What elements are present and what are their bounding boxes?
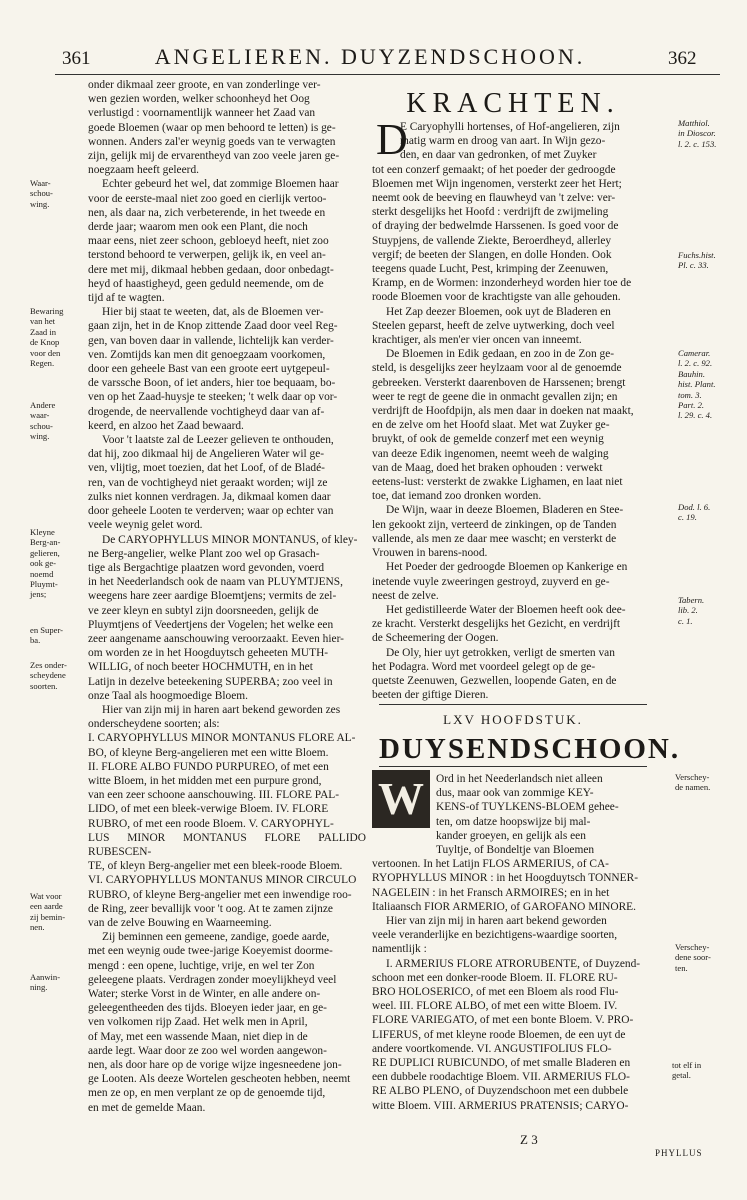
margin-note-line: l. 2. c. 92. bbox=[678, 358, 713, 369]
margin-note bbox=[30, 972, 60, 993]
margin-note-line: getal. bbox=[672, 1070, 691, 1081]
text-line: ren, van de vochtigheyd niet geraakt worden; wijl ze bbox=[88, 476, 328, 489]
margin-note-line: c. 19. bbox=[678, 512, 697, 523]
text-line: onder dikmaal zeer groote, en van zonderlinge ver- bbox=[88, 79, 321, 91]
text-line: I. ARMERIUS FLORE ATRORUBENTE, of Duyzend- bbox=[386, 957, 641, 970]
text-line: Kramp, en de Wormen: inzonderheyd worden hier toe de bbox=[372, 277, 632, 290]
text-line: onze Taal als hoogmoedige Bloem. bbox=[88, 689, 249, 702]
text-line: tijd af te wagten. bbox=[88, 292, 165, 305]
margin-note-line: Bewaring bbox=[30, 306, 64, 316]
text-line: schoon met een donker-roode Bloem. II. FLORE RU- bbox=[372, 971, 618, 984]
text-line: door een geheele Bast van een groote eert uytgepeul- bbox=[88, 363, 330, 376]
margin-note-line: lib. 2. bbox=[678, 605, 698, 616]
text-line: sterkt desgelijks het Hoofd : verdrijft de zwijmeling bbox=[372, 206, 609, 219]
margin-note-line: Camerar. bbox=[678, 348, 711, 358]
text-line: Het Zap deezer Bloemen, ook uyt de Bladeren en bbox=[386, 305, 611, 318]
text-line: Hier van zijn mij in haren aart bekend geworden bbox=[386, 915, 607, 928]
header-rule bbox=[55, 74, 720, 75]
text-line: Ord in het Neederlandsch niet alleen bbox=[436, 773, 603, 785]
text-line: Het gedistilleerde Water der Bloemen heeft ook dee- bbox=[386, 603, 626, 616]
margin-note-line: gelieren, bbox=[30, 547, 60, 558]
text-line: of May, met een wassende Maan, niet diep in de bbox=[88, 1030, 308, 1043]
margin-note bbox=[678, 595, 704, 626]
margin-note-line: ten. bbox=[675, 962, 688, 973]
text-line: RYOPHYLLUS MINOR : in het Hoogduytsch TONNER- bbox=[372, 872, 638, 885]
text-line: RUBRO, of kleyne Berg-angelier met een inwendige roo- bbox=[88, 888, 352, 901]
text-line: neemt ook de beeving en flauwheyd van 't zelve: ver- bbox=[372, 192, 616, 205]
text-line: onderscheydene soorten; als: bbox=[88, 718, 220, 731]
text-line: van deeze Edik ingenomen, neemt weeh de walging bbox=[372, 447, 609, 460]
margin-note-line: l. 2. c. 153. bbox=[678, 138, 717, 149]
text-line: met een weynig oude twee-jarige Koeyemist doorme- bbox=[88, 945, 333, 958]
text-line: voor de eerste-maal niet zoo goed en cierlijk vertoo- bbox=[88, 192, 327, 205]
margin-note-line: Pluymt- bbox=[30, 579, 58, 590]
margin-note bbox=[678, 348, 715, 421]
margin-note-line: wing. bbox=[30, 431, 50, 442]
text-line: weer te regt de geene die in onmacht gevallen zijn; en bbox=[372, 390, 618, 403]
margin-note-line: Wat voor bbox=[30, 891, 62, 901]
margin-note-line: Part. 2. bbox=[678, 400, 705, 411]
text-line: de varssche Boon, of iet anders, hier toe bequaam, bo- bbox=[88, 377, 336, 390]
text-line: het Podagra. Word met voordeel gelegt op de ge- bbox=[372, 660, 596, 673]
text-line: heyd of haastigheyd, geen geduld neemende, om de bbox=[88, 277, 324, 290]
text-line: NAGELEIN : in het Fransch ARMOIRES; en in het bbox=[372, 886, 610, 899]
text-line: teegens quade Lucht, Pest, krimping der Zeenuwen, bbox=[372, 263, 609, 276]
text-line: tige als Bergachtige plaatzen word gevonden, voerd bbox=[88, 561, 325, 574]
drop-cap-d: D bbox=[376, 115, 408, 164]
text-line: gebreeken. Versterkt daarenboven de Harssenen; brengt bbox=[372, 376, 626, 389]
text-line: door geheele Looten te verderven; waar op echter van bbox=[88, 505, 334, 518]
margin-note-line: noemd bbox=[30, 568, 54, 579]
margin-note-line: c. 1. bbox=[678, 615, 693, 626]
margin-note bbox=[678, 250, 716, 271]
text-line: Latijn in dezelve beteekening SUPERBA; zoo veel in bbox=[88, 675, 333, 688]
text-line: matig warm en droog van aart. In Wijn gezo- bbox=[400, 135, 606, 148]
margin-note-line: schou- bbox=[30, 188, 53, 199]
text-line: en de zelve om het Hoofd slaat. Met wat Zuyker ge- bbox=[372, 419, 610, 432]
text-line: Bloemen met Wijn ingenomen, versterkt zeer het Hert; bbox=[372, 177, 622, 190]
text-line: ge Looten. Als deeze Wortelen gescheoten hebben, neemt bbox=[88, 1073, 351, 1086]
text-line: inetende vuyle zweeringen gestroyd, zuyverd en ge- bbox=[372, 575, 610, 588]
text-line: dat hij, zoo dikmaal hij de Angelieren Water wil ge- bbox=[88, 448, 325, 461]
text-line: RE ALBO PLENO, of Duyzendschoon met een dubbele bbox=[372, 1085, 629, 1098]
margin-note-line: jens; bbox=[30, 589, 47, 600]
text-line: RUBRO, of met een roode Bloem. V. CARYOPHYL- bbox=[88, 817, 334, 830]
text-line: om worden ze in het Hoogduytsch geheeten MUTH- bbox=[88, 647, 329, 660]
text-line: zulks niet konnen verdragen. Ja, dikmaal komen daar bbox=[88, 490, 331, 503]
margin-note-line: Berg-an- bbox=[30, 537, 61, 548]
margin-note bbox=[672, 1060, 701, 1081]
text-line: De CARYOPHYLLUS MINOR MONTANUS, of kley- bbox=[102, 533, 358, 546]
text-line: men ze op, en men verplant ze op de genoemde tijd, bbox=[88, 1087, 326, 1100]
text-line: krachtiger, als men'er vier oncen van inneemt. bbox=[372, 334, 582, 347]
chapter-label: LXV HOOFDSTUK. bbox=[443, 712, 583, 727]
margin-note-line: Matthiol. bbox=[678, 118, 710, 128]
margin-note-line: in Dioscor. bbox=[678, 128, 716, 139]
text-line: weel. III. FLORE ALBO, of met een witte Bloem. IV. bbox=[372, 1000, 618, 1013]
text-line: zijn, gelijk mij de ervarentheyd van zoo veele jaren ge- bbox=[88, 150, 340, 163]
text-line: zeer aangename aanschouwing veroorzaakt. Eeven hier- bbox=[88, 632, 344, 645]
text-line: van de Maag, doed het braken ophouden : verwekt bbox=[372, 461, 603, 474]
margin-note bbox=[30, 625, 63, 646]
margin-note-line: waar- bbox=[30, 410, 50, 421]
margin-note-line: Pl. c. 33. bbox=[678, 260, 709, 271]
running-head: ANGELIEREN. DUYZENDSCHOON. bbox=[154, 44, 586, 69]
text-line: bruykt, of ook de gemelde conzerf met een weynig bbox=[372, 433, 604, 446]
margin-note-line: Regen. bbox=[30, 358, 55, 369]
text-line: ven op het Zaad-huysje te steeken; 't welk daar op vor- bbox=[88, 391, 338, 404]
text-line: verdrijft de Hoofdpijn, als men daar in doeken nat maakt, bbox=[372, 405, 634, 418]
text-line: LIFERUS, of met kleyne roode Bloemen, de een uyt de bbox=[372, 1028, 626, 1041]
text-line: dere met mij, dikmaal hebben gedaan, door onbedagt- bbox=[88, 263, 334, 276]
text-line: witte Bloem. VIII. ARMERIUS PRATENSIS; CARYO- bbox=[372, 1099, 629, 1112]
text-line: geleegentheeden des tijds. Bloeyen ieder jaar, en ge- bbox=[88, 1002, 327, 1015]
ornamental-initial-w: W bbox=[372, 770, 430, 828]
text-line: TE, of kleyn Berg-angelier met een bleek-roode Bloem. bbox=[88, 860, 343, 873]
text-line: Stuypjens, de vallende Ziekte, Beroerdheyd, allerley bbox=[372, 234, 612, 247]
text-line: Hier van zijn mij in haren aart bekend geworden zes bbox=[102, 703, 341, 716]
text-line: wen gezien worden, welker schoonheyd het Oog bbox=[88, 93, 310, 106]
margin-note bbox=[30, 178, 53, 209]
text-line: maar eens, niet zeer schoon, gebloeyd heeft, niet zoo bbox=[88, 235, 329, 248]
text-line: KENS-of TUYLKENS-BLOEM gehee- bbox=[436, 801, 619, 814]
margin-note bbox=[30, 527, 60, 600]
text-line: vertoonen. In het Latijn FLOS ARMERIUS, of CA- bbox=[372, 858, 609, 871]
margin-note-line: voor den bbox=[30, 347, 61, 358]
text-line: II. FLORE ALBO FUNDO PURPUREO, of met een bbox=[88, 760, 329, 773]
catchword: PHYLLUS bbox=[655, 1148, 703, 1158]
margin-note-line: Aanwin- bbox=[30, 972, 61, 982]
margin-note bbox=[30, 891, 65, 933]
text-line: BO, of kleyne Berg-angelieren met een witte Bloem. bbox=[88, 746, 329, 759]
text-line: in het Neederlandsch ook de naam van PLUYMTJENS, bbox=[88, 576, 343, 589]
text-line: Voor 't laatste zal de Leezer gelieven te onthouden, bbox=[102, 434, 334, 447]
text-line: de Scheemering der Oogen. bbox=[372, 632, 499, 645]
margin-note-line: l. 29. c. 4. bbox=[678, 410, 713, 421]
text-line: witte Bloem, in het midden met een purpure grond, bbox=[88, 774, 322, 787]
text-line: vallende, als men ze daar mee wascht; en versterkt de bbox=[372, 532, 617, 545]
margin-note-line: de namen. bbox=[675, 782, 711, 793]
margin-note-line: schou- bbox=[30, 420, 53, 431]
text-line: derde jaar; waarom men ook een Plant, die noch bbox=[88, 221, 308, 234]
text-line: kander groeyen, en gelijk als een bbox=[436, 829, 586, 842]
margin-note-line: van het bbox=[30, 316, 56, 327]
margin-note-line: Andere bbox=[30, 400, 56, 410]
text-line: en met de gemelde Maan. bbox=[88, 1101, 206, 1114]
text-line: ze kracht. Versterkt desgelijks het Gezicht, en verdrijft bbox=[372, 618, 621, 631]
margin-note-line: nen. bbox=[30, 922, 45, 933]
text-line: len gekookt zijn, verteerd de zinkingen, op de Tanden bbox=[372, 518, 617, 531]
text-line: De Bloemen in Edik gedaan, en zoo in de Zon ge- bbox=[386, 348, 615, 361]
text-line: Echter gebeurd het wel, dat zommige Bloemen haar bbox=[102, 178, 339, 191]
chapter-heading-rule bbox=[379, 766, 647, 767]
margin-note-line: de Knop bbox=[30, 337, 60, 348]
text-line: gaan zijn, het in de Knop zittende Zaad door veel Reg- bbox=[88, 320, 338, 333]
right-page-number: 362 bbox=[668, 48, 697, 69]
text-line: toe, dat iemand zoo dronken worden. bbox=[372, 490, 542, 503]
text-line: E Caryophylli hortenses, of Hof-angelieren, zijn bbox=[400, 121, 620, 133]
text-line: de Ring, zeer bevallijk voor 't oog. At te zamen zijnze bbox=[88, 902, 333, 915]
text-line: Italiaansch FIOR ARMERIO, of GAROFANO MINORE. bbox=[372, 900, 636, 913]
text-line: Pluymtjens of Veedertjens der Vogelen; het welke een bbox=[88, 618, 334, 631]
text-line: FLORE VARIEGATO, of met een bonte Bloem. V. PRO- bbox=[372, 1014, 634, 1027]
text-line: Zij beminnen een gemeene, zandige, goede aarde, bbox=[102, 931, 330, 944]
text-line: van de zelve Bouwing en Waarneeming. bbox=[88, 916, 272, 929]
text-line: namentlijk : bbox=[372, 943, 427, 956]
text-line: Steelen geparst, heeft de zelve uytwerking, doch veel bbox=[372, 319, 615, 332]
text-line: beeten der giftige Dieren. bbox=[372, 689, 489, 702]
text-line: keerd, en alzoo het Zaad bewaard. bbox=[88, 419, 244, 432]
margin-note-line: Dod. l. 6. bbox=[678, 502, 711, 512]
text-line: den, en daar van gedronken, of met Zuyker bbox=[400, 149, 597, 162]
text-line: dus, maar ook van zommige KEY- bbox=[436, 787, 594, 800]
text-line: ven, vlijtig, moet toezien, dat het Loof, of de Bladé- bbox=[88, 462, 325, 475]
margin-note-line: hist. Plant. bbox=[678, 379, 716, 390]
margin-note bbox=[30, 306, 63, 368]
text-line: drogende, de neervallende vochtigheyd daar van af- bbox=[88, 405, 325, 418]
text-line: goede Bloemen (waar op men behoord te letten) is ge- bbox=[88, 121, 336, 134]
text-line: van een zeer schoone aanschouwing. III. FLORE PAL- bbox=[88, 789, 340, 802]
text-line: vergif; de beeten der Slangen, en dolle Honden. Ook bbox=[372, 248, 612, 261]
margin-note-line: Verschey- bbox=[675, 942, 710, 952]
text-line: LIDO, of met een bleek-verwige Bloem. IV. FLORE bbox=[88, 803, 329, 816]
text-line: een dubbele roodachtige Bloem. VII. ARMERIUS FLO- bbox=[372, 1071, 630, 1084]
text-line: ten, om datze hoopswijze bij mal- bbox=[436, 815, 591, 828]
margin-note-line: ba. bbox=[30, 635, 41, 646]
margin-note-line: een aarde bbox=[30, 901, 63, 912]
text-line: Water; sterke Vorst in de Winter, en alle andere on- bbox=[88, 988, 321, 1000]
margin-note-line: Zaad in bbox=[30, 326, 57, 337]
text-line: nen, als door hare op de vorige wijze ingesneedene jon- bbox=[88, 1059, 342, 1072]
margin-note-line: ning. bbox=[30, 982, 48, 993]
margin-note-line: Bauhin. bbox=[678, 368, 705, 379]
text-line: gen, van boven daar in vallende, lichtelijk kan verder- bbox=[88, 334, 334, 347]
margin-note-line: Kleyne bbox=[30, 527, 55, 537]
text-line: De Wijn, waar in deeze Bloemen, Bladeren en Stee- bbox=[386, 504, 624, 517]
section-divider bbox=[379, 704, 647, 705]
signature-mark: Z 3 bbox=[520, 1132, 538, 1147]
text-line: neest de zelve. bbox=[372, 589, 439, 602]
text-line: ven volkomen rijp Zaad. Het welk men in April, bbox=[88, 1016, 308, 1029]
text-line: tot een conzerf gemaakt; of het poeder der gedroogde bbox=[372, 163, 616, 176]
chapter-heading: DUYSENDSCHOON. bbox=[379, 733, 681, 765]
margin-note bbox=[678, 118, 716, 149]
margin-note-line: soorten. bbox=[30, 680, 58, 691]
margin-note-line: Verschey- bbox=[675, 772, 710, 782]
margin-note-line: scheydene bbox=[30, 670, 66, 681]
text-line: RE DUPLICI RUBICUNDO, of met smalle Bladeren en bbox=[372, 1057, 631, 1070]
left-column-text bbox=[88, 78, 366, 1115]
text-line: mengd : een opene, luchtige, vrije, en wel ter Zon bbox=[88, 959, 315, 972]
text-line: I. CARYOPHYLLUS MINOR MONTANUS FLORE AL- bbox=[88, 732, 356, 745]
margin-note-line: zij bemin- bbox=[30, 911, 66, 922]
right-column-bottom-text bbox=[372, 772, 652, 1113]
text-line: of draying der bedwelmde Harssenen. Is goed voor de bbox=[372, 220, 619, 233]
text-line: LUS MINOR MONTANUS FLORE PALLIDO RUBESCEN- bbox=[88, 831, 366, 858]
margin-note bbox=[675, 772, 710, 793]
text-line: noegzaam heeft geleerd. bbox=[88, 164, 199, 177]
text-line: VI. CARYOPHYLLUS MONTANUS MINOR CIRCULO bbox=[88, 874, 357, 887]
margin-note bbox=[678, 502, 710, 523]
margin-note-line: wing. bbox=[30, 198, 50, 209]
margin-note-line: ook ge- bbox=[30, 558, 57, 569]
text-line: ven. Zomtijds kan men dit genoegzaam voorkomen, bbox=[88, 348, 326, 361]
margin-note-line: en Super- bbox=[30, 625, 63, 635]
text-line: veele veranderlijke en bezichtigens-waardige soorten, bbox=[372, 929, 618, 942]
margin-note-line: dene soor- bbox=[675, 952, 711, 963]
margin-note bbox=[30, 400, 55, 442]
margin-note-line: Waar- bbox=[30, 178, 51, 188]
section-heading-krachten: KRACHTEN. bbox=[406, 88, 620, 119]
margin-note-line: Fuchs.hist. bbox=[678, 250, 716, 260]
text-line: weegens hare zeer aardige Bloemtjens; vermits de zel- bbox=[88, 590, 337, 603]
text-line: verlustigd : voornamentlijk wanneer het Zaad van bbox=[88, 107, 316, 120]
text-line: geleegene plaats. Verdragen zonder moeylijkheyd veel bbox=[88, 973, 337, 986]
margin-note bbox=[30, 660, 67, 691]
text-line: ne Berg-angelier, welke Plant zoo wel op Grasach- bbox=[88, 547, 320, 560]
text-line: steld, is desgelijks zeer heylzaam voor al de genoemde bbox=[372, 362, 622, 375]
text-line: De Oly, hier uyt getrokken, verligt de smerten van bbox=[386, 646, 615, 659]
text-line: BRO HOLOSERICO, of met een Bloem als rood Flu- bbox=[372, 986, 619, 999]
text-line: veele weynig gelet word. bbox=[88, 519, 203, 532]
text-line: nen, als daar na, zich verbeterende, in het tweede en bbox=[88, 206, 326, 219]
right-column-top-text bbox=[372, 115, 652, 702]
margin-note-line: Tabern. bbox=[678, 595, 705, 605]
text-line: Het Poeder der gedroogde Bloemen op Kankerige en bbox=[386, 561, 628, 574]
text-line: aarde legt. Waar door ze zoo wel worden aangewon- bbox=[88, 1044, 327, 1057]
text-line: ve zeer kleyn en subtyl zijn doorsneeden, gelijk de bbox=[88, 604, 319, 617]
text-line: terstond behoord te verwerpen, gelijk ik, en veel an- bbox=[88, 249, 326, 262]
text-line: roode Bloemen voor de krachtigste van alle gehouden. bbox=[372, 291, 621, 304]
text-line: Hier bij staat te weeten, dat, als de Bloemen ver- bbox=[102, 306, 324, 319]
margin-note-line: Zes onder- bbox=[30, 660, 67, 670]
text-line: Vrouwen in barens-nood. bbox=[372, 547, 488, 560]
margin-note-line: tom. 3. bbox=[678, 389, 702, 400]
left-page-number: 361 bbox=[62, 48, 91, 69]
margin-note bbox=[675, 942, 711, 973]
text-line: wonnen. Anders zal'er weynig goeds van te verwagten bbox=[88, 135, 336, 148]
text-line: quetste Zeenuwen, Gezwellen, loopende Gaten, en de bbox=[372, 674, 617, 687]
margin-note-line: tot elf in bbox=[672, 1060, 702, 1070]
text-line: eetens-lust: versterkt de zwakke Lighamen, en laat niet bbox=[372, 476, 623, 489]
text-line: Tuyltje, of Bondeltje van Bloemen bbox=[436, 844, 595, 857]
text-line: andere voortkomende. VI. ANGUSTIFOLIUS FLO- bbox=[372, 1042, 612, 1055]
text-line: WILLIG, of noch beeter HOCHMUTH, en in het bbox=[88, 661, 313, 674]
